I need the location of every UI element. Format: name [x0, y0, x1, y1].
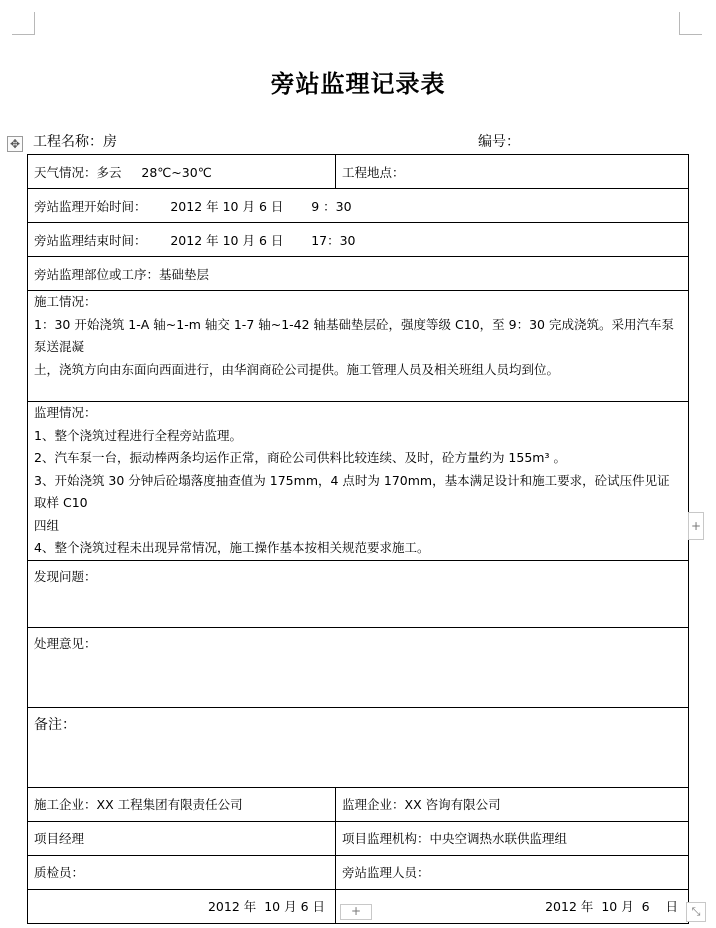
supervision-part-cell[interactable]: 旁站监理部位或工序：基础垫层: [28, 257, 689, 291]
plus-icon[interactable]: +: [688, 512, 704, 540]
opinion-cell[interactable]: 处理意见：: [28, 627, 689, 707]
contractor-cell[interactable]: 施工企业：XX 工程集团有限责任公司: [28, 787, 336, 821]
remarks-cell[interactable]: 备注：: [28, 707, 689, 787]
right-date-cell[interactable]: 2012 年 10 月 6 日: [336, 889, 689, 923]
document-title: 旁站监理记录表: [270, 69, 446, 98]
issues-cell[interactable]: 发现问题：: [28, 560, 689, 627]
number-label: 编号：: [478, 134, 520, 150]
project-manager-cell[interactable]: 项目经理: [28, 821, 336, 855]
inspector-cell[interactable]: 质检员：: [28, 855, 336, 889]
construction-cell[interactable]: [28, 291, 689, 402]
construction-line: 1：30 开始浇筑 1-A 轴~1-m 轴交 1-7 轴~1-42 轴基础垫层砼，强度等级 C10，至 9：30 完成浇筑。采用汽车泵泵送混凝: [34, 316, 674, 354]
supervision-line: 3、开始浇筑 30 分钟后砼塌落度抽查值为 175mm，4 点时为 170mm，基本满足设计和施工要求，砼试压件见证取样 C10: [34, 472, 670, 510]
supervision-line: 四组: [34, 517, 60, 533]
move-icon[interactable]: ✥: [7, 136, 23, 152]
site-cell[interactable]: 工程地点：: [336, 155, 689, 189]
construction-line: 土，浇筑方向由东面向西面进行，由华润商砼公司提供。施工管理人员及相关班组人员均到位。: [34, 361, 560, 377]
supervision-label: 监理情况：: [34, 405, 97, 420]
construction-label: 施工情况：: [34, 294, 97, 309]
supervision-line: 1、整个浇筑过程进行全程旁站监理。: [34, 427, 242, 443]
supervision-line: 4、整个浇筑过程未出现异常情况，施工操作基本按相关规范要求施工。: [34, 540, 430, 555]
supervision-record-table: [27, 154, 689, 924]
supervisor-company-cell[interactable]: 监理企业：XX 咨询有限公司: [336, 787, 689, 821]
plus-icon[interactable]: +: [340, 904, 372, 920]
corner-crop-mark: [12, 12, 35, 35]
supervision-line: 2、汽车泵一台，振动棒两条均运作正常，商砼公司供料比较连续、及时，砼方量约为 155m³ 。: [34, 450, 566, 465]
end-time-cell[interactable]: 旁站监理结束时间： 2012 年 10 月 6 日 17：30: [28, 223, 689, 257]
supervision-cell[interactable]: [28, 402, 689, 561]
site-supervisor-cell[interactable]: 旁站监理人员：: [336, 855, 689, 889]
corner-crop-mark: [679, 12, 702, 35]
left-date-cell[interactable]: 2012 年 10 月 6 日: [28, 889, 336, 923]
project-name: 工程名称：房: [33, 134, 117, 150]
resize-icon[interactable]: ⤡: [686, 902, 706, 922]
supervision-org-cell[interactable]: 项目监理机构：中央空调热水联供监理组: [336, 821, 689, 855]
weather-cell[interactable]: 天气情况：多云 28℃~30℃: [28, 155, 336, 189]
start-time-cell[interactable]: 旁站监理开始时间： 2012 年 10 月 6 日 9 ：30: [28, 189, 689, 223]
